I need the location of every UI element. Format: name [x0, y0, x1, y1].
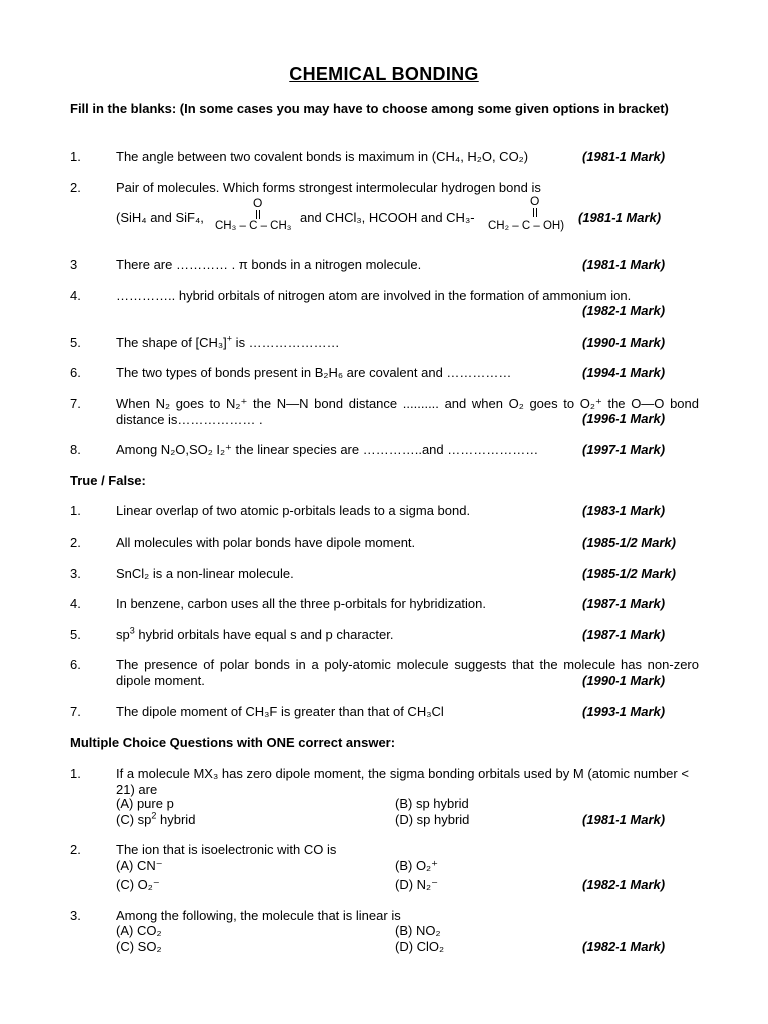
- question-number: 3.: [70, 566, 81, 581]
- question-text: There are ………… . π bonds in a nitrogen molecule.: [116, 257, 422, 272]
- question-mark: (1993-1 Mark): [582, 704, 666, 719]
- question-text: The angle between two covalent bonds is maximum in (CH₄, H₂O, CO₂): [116, 149, 529, 164]
- question-mark: (1981-1 Mark): [582, 257, 666, 272]
- double-bond: [256, 210, 260, 219]
- question-text: The ion that is isoelectronic with CO is: [116, 842, 337, 857]
- question-number: 4.: [70, 288, 81, 303]
- page-title: CHEMICAL BONDING: [289, 64, 479, 84]
- question-text: All molecules with polar bonds have dipole moment.: [116, 535, 416, 550]
- double-bond: [533, 208, 537, 217]
- question-text: The presence of polar bonds in a poly-atomic molecule suggests that the molecule has non-zero dipole moment.: [116, 657, 699, 688]
- option-b: (B) NO₂: [395, 923, 441, 938]
- acetone-oxygen: O: [253, 196, 263, 210]
- question-text: $sp^3$ hybrid orbitals have equal s and p character.: [116, 625, 394, 642]
- question-text: Linear overlap of two atomic p-orbitals leads to a sigma bond.: [116, 503, 471, 518]
- question-number: 7.: [70, 704, 81, 719]
- question-mark: (1997-1 Mark): [582, 442, 666, 457]
- question-text-line2: (SiH₄ and SiF₄,: [116, 210, 204, 225]
- question-text: Among the following, the molecule that is linear is: [116, 908, 401, 923]
- question-text: ………….. hybrid orbitals of nitrogen atom are involved in the formation of ammonium ion.: [116, 288, 632, 303]
- question-number: 6.: [70, 365, 81, 380]
- question-mark: (1981-1 Mark): [578, 210, 662, 225]
- question-number: 1.: [70, 149, 81, 164]
- question-number: 6.: [70, 657, 81, 672]
- option-c: (C) $sp^2$ hybrid: [116, 810, 196, 827]
- question-number: 2.: [70, 535, 81, 550]
- question-mark: (1981-1 Mark): [582, 812, 666, 827]
- question-mark: (1982-1 Mark): [582, 303, 666, 318]
- option-d: (D) ClO₂: [395, 939, 445, 954]
- question-mark: (1985-1/2 Mark): [582, 566, 676, 581]
- question-text: When N₂ goes to N₂⁺ the N—N bond distance .......... and when O₂ goes to O₂⁺ the O—O bond distance is……………… .: [116, 396, 699, 427]
- question-text: The shape of [CH₃]+ is …………………: [116, 333, 340, 350]
- question-number: 1.: [70, 766, 81, 781]
- question-text-mid: and CHCl₃, HCOOH and CH₃-: [300, 210, 475, 225]
- acid-formula: CH₂ – C – OH): [488, 220, 565, 232]
- question-number: 8.: [70, 442, 81, 457]
- question-mark: (1994-1 Mark): [582, 365, 666, 380]
- fill-blanks-instruction: Fill in the blanks: (In some cases you may have to choose among some given options in bracket): [70, 101, 669, 116]
- option-b: (B) O₂⁺: [395, 858, 438, 873]
- question-mark: (1982-1 Mark): [582, 877, 666, 892]
- option-c: (C) O₂⁻: [116, 877, 160, 892]
- question-number: 2.: [70, 180, 81, 195]
- question-number: 4.: [70, 596, 81, 611]
- question-number: 5.: [70, 627, 81, 642]
- option-c: (C) SO₂: [116, 939, 162, 954]
- question-mark: (1987-1 Mark): [582, 627, 666, 642]
- option-b: (B) sp hybrid: [395, 796, 469, 811]
- question-text: SnCl₂ is a non-linear molecule.: [116, 566, 294, 581]
- question-mark: (1990-1 Mark): [582, 673, 666, 688]
- question-mark: (1985-1/2 Mark): [582, 535, 676, 550]
- question-mark: (1982-1 Mark): [582, 939, 666, 954]
- mcq-heading: Multiple Choice Questions with ONE correct answer:: [70, 735, 396, 750]
- option-d: (D) N₂⁻: [395, 877, 438, 892]
- question-text: In benzene, carbon uses all the three p-orbitals for hybridization.: [116, 596, 486, 611]
- question-mark: (1983-1 Mark): [582, 503, 666, 518]
- question-text: The two types of bonds present in B₂H₆ are covalent and ……………: [116, 365, 512, 380]
- option-a: (A) pure p: [116, 796, 174, 811]
- option-a: (A) CN⁻: [116, 858, 163, 873]
- question-mark: (1990-1 Mark): [582, 335, 666, 350]
- question-text: If a molecule MX₃ has zero dipole moment, the sigma bonding orbitals used by M (atomic number < 21) are: [116, 766, 689, 797]
- question-number: 2.: [70, 842, 81, 857]
- question-number: 3.: [70, 908, 81, 923]
- acetone-formula: CH₃ – C – CH₃: [215, 220, 292, 232]
- true-false-heading: True / False:: [70, 473, 146, 488]
- question-number: 1.: [70, 503, 81, 518]
- option-d: (D) sp hybrid: [395, 812, 470, 827]
- question-text: The dipole moment of CH₃F is greater than that of CH₃Cl: [116, 704, 444, 719]
- question-number: 7.: [70, 396, 81, 411]
- question-text: Among N₂O,SO₂ I₂⁺ the linear species are …………..and …………………: [116, 442, 539, 457]
- acid-oxygen: O: [530, 194, 540, 208]
- question-number: 5.: [70, 335, 81, 350]
- question-mark: (1996-1 Mark): [582, 411, 666, 426]
- question-mark: (1981-1 Mark): [582, 149, 666, 164]
- question-number: 3: [70, 257, 78, 272]
- option-a: (A) CO₂: [116, 923, 162, 938]
- question-text: Pair of molecules. Which forms strongest intermolecular hydrogen bond is: [116, 180, 541, 195]
- question-mark: (1987-1 Mark): [582, 596, 666, 611]
